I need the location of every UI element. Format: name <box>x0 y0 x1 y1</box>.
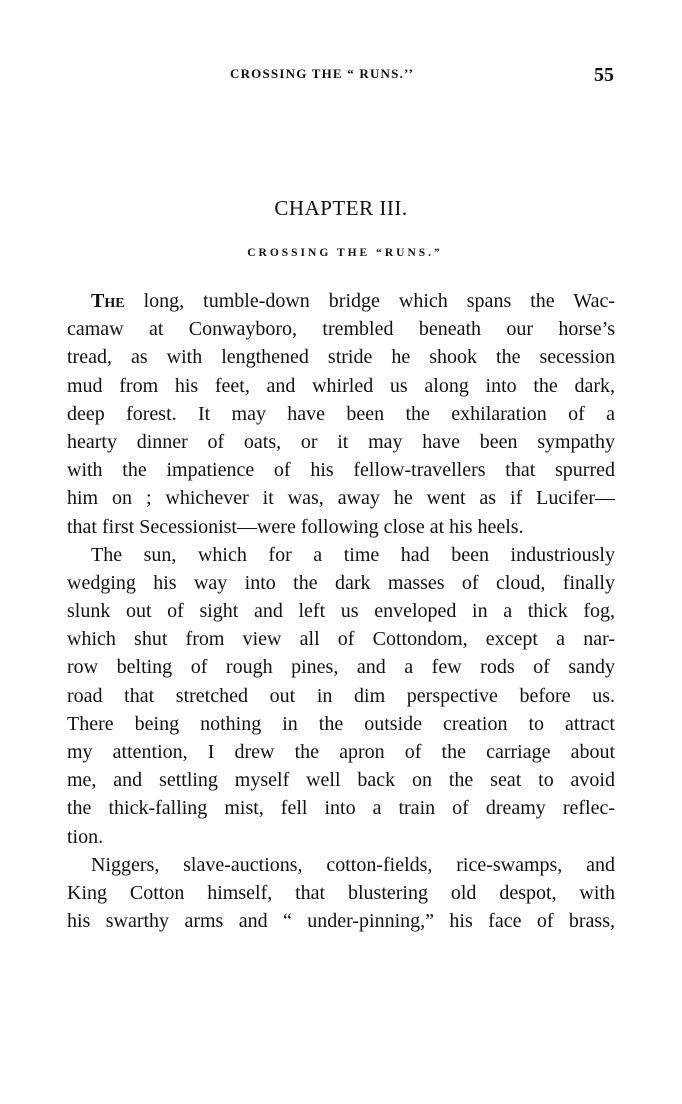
running-title: CROSSING THE “ RUNS.’’ <box>230 66 415 81</box>
text-line: his swarthy arms and “ under-pinning,” his face of brass, <box>67 910 615 933</box>
body-text <box>67 287 615 935</box>
text-line: him on ; whichever it was, away he went as if Lucifer— <box>67 487 615 510</box>
text-line: mud from his feet, and whirled us along into the dark, <box>67 374 615 397</box>
text-line: tion. <box>67 825 104 848</box>
chapter-title: CHAPTER III. <box>274 196 408 220</box>
text-line <box>67 287 615 315</box>
text-line: road that stretched out in dim perspective before us. <box>67 684 615 707</box>
text-line: with the impatience of his fellow-travellers that spurred <box>67 459 615 482</box>
text-line: camaw at Conwayboro, trembled beneath our horse’s <box>67 318 615 341</box>
text-line: row belting of rough pines, and a few rods of sandy <box>67 656 615 679</box>
text-line: wedging his way into the dark masses of cloud, finally <box>67 571 615 594</box>
running-head <box>0 66 682 90</box>
chapter-subtitle: CROSSING THE “RUNS.” <box>247 247 443 259</box>
text-line: Niggers, slave-auctions, cotton-fields, rice-swamps, and <box>91 853 615 876</box>
text-line: which shut from view all of Cottondom, except a nar- <box>67 628 615 651</box>
drop-word: The <box>91 290 125 312</box>
text-line-rest: long, tumble-down bridge which spans the Wac- <box>124 290 615 312</box>
text-line: the thick-falling mist, fell into a train of dreamy reflec- <box>67 797 615 820</box>
text-line: hearty dinner of oats, or it may have been sympathy <box>67 430 615 453</box>
text-line: There being nothing in the outside creation to attract <box>67 712 615 735</box>
page-number: 55 <box>594 64 614 86</box>
text-line: that first Secessionist—were following close at his heels. <box>67 515 524 538</box>
text-line: me, and settling myself well back on the seat to avoid <box>67 769 615 792</box>
text-line: King Cotton himself, that blustering old despot, with <box>67 881 615 904</box>
text-line: The sun, which for a time had been industriously <box>91 543 615 566</box>
text-line: slunk out of sight and left us enveloped in a thick fog, <box>67 600 615 623</box>
text-line: my attention, I drew the apron of the carriage about <box>67 741 615 763</box>
text-line: deep forest. It may have been the exhilaration of a <box>67 402 615 425</box>
text-line: tread, as with lengthened stride he shook the secession <box>67 346 615 369</box>
